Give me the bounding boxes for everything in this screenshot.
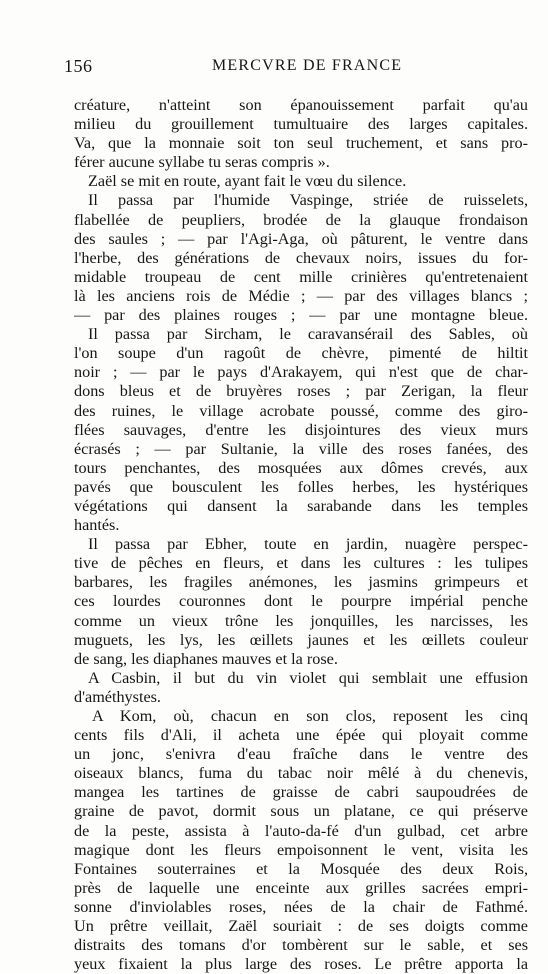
text-line: pavés que bousculent les folles herbes, les hystériques	[74, 477, 528, 496]
text-line: un jonc, s'enivra d'eau fraîche dans le ventre des	[74, 745, 528, 764]
text-line: tours penchantes, des mosquées aux dômes crevés, aux	[74, 458, 528, 477]
journal-title: MERCVRE DE FRANCE	[212, 57, 403, 74]
text-line: hantés.	[74, 516, 120, 535]
text-line: cents fils d'Ali, il acheta une épée qui ployait comme	[74, 726, 528, 745]
text-line: — par des plaines rouges ; — par une montagne bleue.	[74, 306, 528, 325]
text-line: A Kom, où, chacun en son clos, reposent les cinq	[92, 707, 528, 725]
text-line: des ruines, le village acrobate poussé, comme des giro-	[74, 401, 528, 420]
text-line: Il passa par Sircham, le caravansérail des Sables, où	[88, 325, 528, 344]
text-line: magique dont les fleurs empoisonnent le vent, visita les	[74, 840, 528, 859]
page-number: 156	[64, 56, 93, 76]
text-line: végétations qui dansent la sarabande dans les temples	[74, 496, 528, 515]
text-line: créature, n'atteint son épanouissement parfait qu'au	[74, 96, 528, 114]
text-line: midable troupeau de cent mille crinières qu'entretenaient	[74, 267, 528, 286]
text-line: flabellée de peupliers, brodée de la glauque frondaison	[74, 210, 528, 229]
text-line: Un prêtre veillait, Zaël souriait : de ses doigts comme	[74, 917, 528, 936]
text-line: Il passa par l'humide Vaspinge, striée de ruisselets,	[88, 191, 528, 210]
text-line: A Casbin, il but du vin violet qui semblait une effusion	[88, 668, 528, 687]
text-line: Il passa par Ebher, toute en jardin, nuagère perspec-	[88, 535, 528, 554]
text-line: férer aucune syllabe tu seras compris ».	[74, 153, 330, 172]
text-line: mangea les tartines de graisse de cabri saupoudrées de	[74, 783, 528, 802]
text-line: d'améthystes.	[74, 687, 161, 706]
text-line: muguets, les lys, les œillets jaunes et les œillets couleur	[74, 630, 528, 649]
text-line: tive de pêches en fleurs, et dans les cultures : les tulipes	[74, 554, 528, 573]
text-line: distraits des tomans d'or tombèrent sur le sable, et ses	[74, 936, 528, 955]
text-line: près de laquelle une enceinte aux grilles sacrées empri-	[74, 878, 528, 897]
text-line: l'herbe, des générations de chevaux noirs, issues du for-	[74, 248, 528, 267]
text-line: noir ; — par le pays d'Arakayem, qui n'est que de char-	[74, 363, 528, 382]
text-line: l'on soupe d'un ragoût de chèvre, pimenté de hiltit	[74, 344, 528, 363]
text-line: comme un vieux trône les jonquilles, les narcisses, les	[74, 611, 528, 630]
text-line: dons bleus et de bruyères roses ; par Zerigan, la fleur	[74, 382, 528, 401]
text-line: graine de pavot, dormit sous un platane, ce qui préserve	[74, 802, 528, 821]
text-line: Zaël se mit en route, ayant fait le vœu du silence.	[88, 172, 407, 191]
text-line: Va, que la monnaie soit ton seul truchement, et sans pro-	[74, 134, 528, 153]
text-line: Fontaines souterraines et la Mosquée des deux Rois,	[74, 859, 528, 878]
text-line: yeux fixaient la plus large des roses. Le prêtre apporta la	[74, 955, 528, 974]
text-line: là les anciens rois de Médie ; — par des villages blancs ;	[74, 286, 528, 305]
text-line: ces lourdes couronnes dont le pourpre impérial penche	[74, 592, 528, 611]
text-line: milieu du grouillement tumultuaire des larges capitales.	[74, 115, 528, 134]
text-line: barbares, les fragiles anémones, les jasmins grimpeurs et	[74, 573, 528, 592]
running-head	[64, 56, 534, 82]
text-line: oiseaux blancs, fuma du tabac noir mêlé à du chenevis,	[74, 764, 528, 783]
text-line: de la peste, assista à l'auto-da-fé d'un gulbad, cet arbre	[74, 821, 528, 840]
text-line: flées sauvages, d'entre les disjointures des vieux murs	[74, 420, 528, 439]
body-text	[74, 96, 528, 974]
text-line: écrasés ; — par Sultanie, la ville des roses fanées, des	[74, 439, 528, 458]
text-line: sonne d'inviolables roses, nées de la chair de Fathmé.	[74, 897, 528, 916]
text-line: des saules ; — par l'Agi-Aga, où pâturent, le ventre dans	[74, 229, 528, 248]
text-line: de sang, les diaphanes mauves et la rose.	[74, 649, 338, 668]
